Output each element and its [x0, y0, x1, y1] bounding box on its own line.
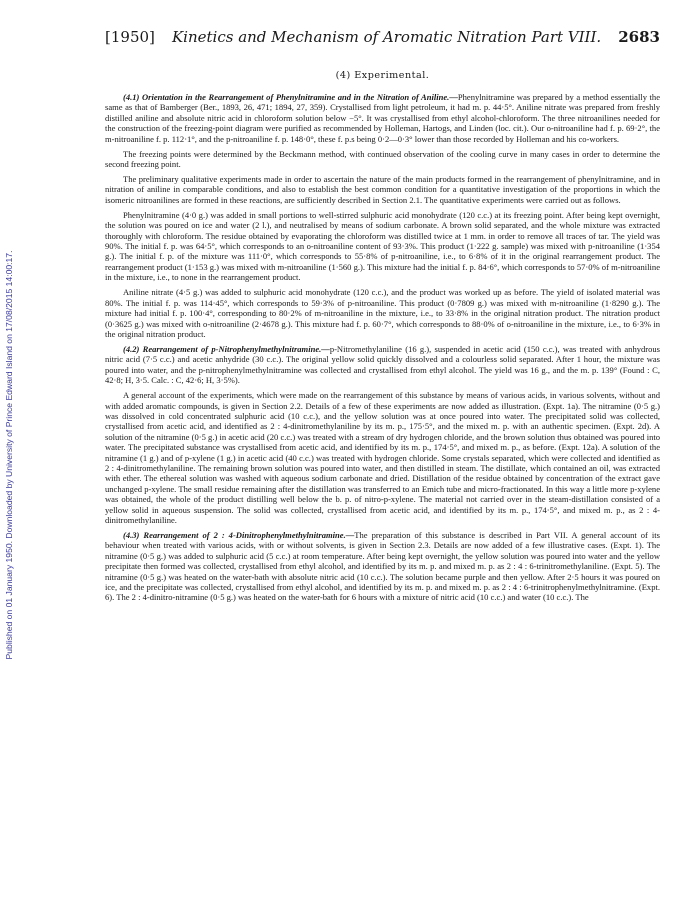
paragraph-text: p-Nitromethylaniline (16 g.), suspended in acetic acid (150 c.c.), was treated with anhydrous nitric acid (7·5 c.c.) and acetic anhydride (30 c.c.). The original yellow solid quickly dissolved and a colourless solid separated. After 1 hour, the mixture was poured into water, and the p-nitrophenylmethylnitramine was collected and crystallised from ethyl alcohol. The yield was 16 g., and the m. p. 139° (Found : C, 42·8; H, 3·5. Calc. : C, 42·6; H, 3·5%).	[105, 343, 660, 386]
paragraph-text: Phenylnitramine (4·0 g.) was added in small portions to well-stirred sulphuric acid monohydrate (120 c.c.) at its freezing point. After being kept overnight, the solution was poured on ice and water (2 l.), and neutralised by means of sodium carbonate. A brown solid separated, and the whole mixture was extracted thoroughly with chloroform. The residue obtained by evaporating the chloroform was distilled twice at 1 mm. in order to remove all traces of tar. The yield was 90%. The initial f. p. was 64·5°, which corresponds to an o-nitroaniline content of 93·3%. This product (1·222 g. sample) was mixed with p-nitroaniline (1·354 g.). The initial f. p. of the mixture was 111·0°, which corresponds to 55·8% of p-nitroaniline, i.e., to 6·8% of it in the original rearrangement product. The rearrangement product (1·153 g.) was mixed with m-nitroaniline (1·560 g.). This mixture had the initial f. p. 84·6°, which corresponds to 57·0% of m-nitroaniline in the mixture, i.e., to none in the rearrangement product.	[105, 209, 660, 283]
header-year: [1950]	[105, 28, 155, 46]
paragraph-phenylnitramine	[105, 210, 660, 283]
download-provenance-sidebar	[2, 110, 16, 800]
paragraph-text: The preliminary qualitative experiments made in order to ascertain the nature of the main products formed in the rearrangement of phenylnitramine, and in nitration of aniline in comparable conditions, and also to establish the best common condition for a quantitative investigation of the proportions in which the isomeric nitroanilines are formed in these reactions, are sufficiently described in Section 2.1. The quantitative experiments were carried out as follows.	[105, 174, 660, 205]
page-number: 2683	[618, 28, 660, 46]
paragraph-text: Aniline nitrate (4·5 g.) was added to sulphuric acid monohydrate (120 c.c.), and the product was worked up as before. The yield of isolated material was 80%. The initial f. p. was 114·45°, which corresponds to 59·3% of p-nitroaniline. This product (0·7809 g.) was mixed with m-nitroaniline (1·8290 g.). The mixture had initial f. p. 100·4°, corresponding to 80·2% of m-nitroaniline in the mixture, i.e., to 33·8% in the original nitration product. The nitration product (0·3625 g.) was mixed with o-nitroaniline (2·4678 g.). This mixture had f. p. 60·7°, which corresponds to 88·0% of o-nitroaniline in the mixture, i.e., to 6·3% in the original nitration product.	[105, 287, 660, 339]
article-body	[105, 92, 660, 607]
paragraph-text: Phenylnitramine was prepared by a method essentially the same as that of Bamberger (Ber., 1893, 26, 471; 1894, 27, 359). Crystallised from light petroleum, it had m. p. 44·5°. Aniline nitrate was prepared from freshly distilled aniline and absolute nitric acid in chloroform solution below −5°. It was crystallised from ethyl alcohol-chloroform. The three nitroanilines needed for the construction of the freezing-point diagram were purified as recommended by Holleman, Hartogs, and Linden (loc. cit.). Our o-nitroaniline had f. p. 69·2°, the m-nitroaniline f. p. 112·1°, and the p-nitroaniline f. p. 148·0°, these f. p.s being 0·2—0·3° lower than those recorded by Holleman and his co-workers.	[105, 92, 661, 144]
paragraph-4-3	[105, 530, 660, 603]
paragraph-preliminary	[105, 174, 660, 205]
paragraph-aniline-nitrate	[105, 287, 660, 339]
paragraph-text: The preparation of this substance is described in Part VII. A general account of its behaviour when treated with various acids, with or without solvents, is given in Section 2.3. Details are now added of a few illustrative cases. (Expt. 1). The nitramine (0·5 g.) was added to sulphuric acid (5 c.c.) at room temperature. After being kept overnight, the yellow solution was poured into water and the yellow precipitate then formed was collected, crystallised from ethyl alcohol, and identified by its m. p. and mixed m. p. as 2 : 4 : 6-trinitromethylaniline. (Expt. 5). The nitramine (0·5 g.) was heated on the water-bath with absolute nitric acid (10 c.c.). The solution became purple and then yellow. After 2·5 hours it was poured on ice, and the precipitate was collected, crystallised from ethyl alcohol, and identified by its m. p. and mixed m. p. as 2 : 4 : 6-trinitrophenylmethylnitramine. (Expt. 6). The 2 : 4-dinitro-nitramine (0·5 g.) was heated on the water-bath for 6 hours with a mixture of nitric acid (10 c.c.) and water (10 c.c.). The	[105, 530, 660, 603]
sidebar-text: Published on 01 January 1950. Downloaded by University of Prince Edward Island on 17/08/2015 14:00:17.	[4, 250, 14, 660]
header-title: Kinetics and Mechanism of Aromatic Nitration Part VIII.	[171, 28, 602, 46]
paragraph-4-2	[105, 344, 660, 386]
paragraph-heading: (4.3) Rearrangement of 2 : 4-Dinitrophenylmethylnitramine.—	[123, 530, 355, 540]
section-title: (4) Experimental.	[335, 70, 430, 81]
paragraph-text: The freezing points were determined by the Beckmann method, with continued observation of the cooling curve in many cases in order to determine the second freezing point.	[105, 148, 660, 170]
paragraph-4-1	[105, 92, 660, 144]
paragraph-heading: (4.2) Rearrangement of p-Nitrophenylmethylnitramine.—	[123, 343, 330, 354]
running-header	[105, 28, 660, 46]
paragraph-heading: (4.1) Orientation in the Rearrangement of Phenylnitramine and in the Nitration of Aniline.—	[123, 92, 458, 102]
paragraph-general-account	[105, 390, 660, 525]
paragraph-freezing-points	[105, 149, 660, 170]
paragraph-text: A general account of the experiments, which were made on the rearrangement of this substance by means of various acids, in various solvents, without and with added aromatic compounds, is given in Section 2.2. Details of a few of these experiments are now added as illustration. (Expt. 1a). The nitramine (0·5 g.) was dissolved in cold concentrated sulphuric acid (10 c.c.), and the yellow solution was at once poured into water. The precipitated solid was collected, crystallised from acetic acid, and identified as 2 : 4-dinitromethylaniline by its m. p., 175·5°, and the mixed m. p. with an authentic specimen. (Expt. 2d). A solution of the nitramine (0·5 g.) in acetic acid (20 c.c.) was treated with a stream of dry hydrogen chloride, and the brown solution thus obtained was poured into water. The precipitated substance was crystallised from acetic acid, and identified by its m. p., 174·5°, and mixed m. p., as before. (Expt. 12a). A solution of the nitramine (1 g.) and of p-xylene (1 g.) in acetic acid (40 c.c.) was treated with hydrogen chloride. Some crystals separated, which were collected and identified as 2 : 4-dinitromethylaniline. The remaining brown solution was poured into water, and then distilled in steam. The distillate, which contained an oil, was extracted with ether. The ethereal solution was washed with aqueous sodium carbonate and dried. Distillation of the residue obtained by concentration of the extract gave unchanged p-xylene. The small residue remaining after the distillation was transferred to an Emich tube and micro-fractionated. In this way a little more p-xylene was obtained, the whole of the product distilling well below the b. p. of nitro-p-xylene. The material not carried over in the steam-distillation consisted of a yellow solid in aqueous suspension. The solid was collected, crystallised from acetic acid, and identified by its m. p., 174·5°, and mixed m. p., as 2 : 4-dinitromethylaniline.	[105, 390, 660, 525]
